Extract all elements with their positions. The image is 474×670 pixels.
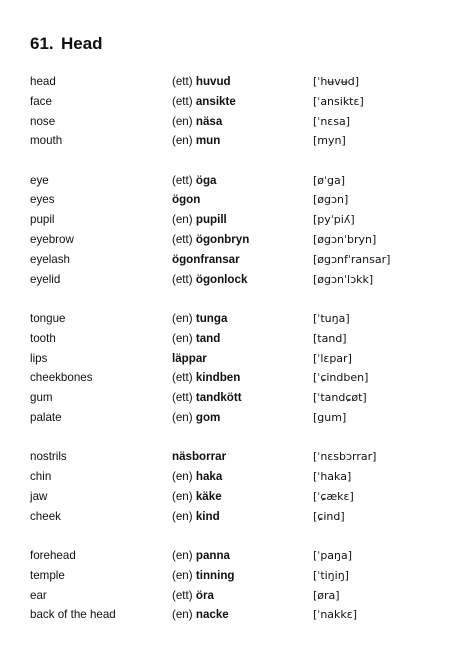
swedish-term	[172, 388, 242, 408]
vocabulary-row	[0, 72, 474, 92]
english-word: eyebrow	[30, 233, 74, 247]
article: (en)	[172, 331, 193, 345]
vocabulary-row	[0, 586, 474, 606]
vocabulary-row	[0, 250, 474, 270]
english-word: eye	[30, 173, 49, 187]
swedish-word: tunga	[195, 311, 228, 325]
pronunciation: [gum]	[313, 410, 347, 424]
article: (en)	[172, 410, 193, 424]
swedish-word: tinning	[195, 568, 235, 582]
vocabulary-row	[0, 230, 474, 250]
english-word: tooth	[30, 331, 56, 345]
pronunciation: [ˈɕindben]	[313, 371, 369, 385]
vocabulary-row	[0, 507, 474, 527]
pronunciation: [ɕind]	[313, 509, 345, 523]
swedish-word: ögon	[172, 193, 201, 207]
english-word: cheekbones	[30, 371, 93, 385]
vocabulary-row	[0, 487, 474, 507]
pronunciation: [ˈhʉvʉd]	[313, 75, 360, 88]
article: (en)	[172, 134, 193, 148]
swedish-term	[172, 566, 235, 586]
english-word: palate	[30, 410, 62, 424]
english-word: temple	[30, 568, 65, 582]
vocabulary-group	[0, 546, 474, 625]
swedish-term	[172, 467, 222, 487]
english-word: ear	[30, 588, 47, 602]
article: (ett)	[172, 371, 193, 385]
swedish-term	[172, 190, 200, 210]
vocabulary-row	[0, 171, 474, 191]
pronunciation: [øgɔn]	[313, 193, 349, 207]
vocabulary-row	[0, 447, 474, 467]
pronunciation: [ˈlɛpar]	[313, 351, 352, 365]
english-word: face	[30, 94, 52, 108]
swedish-term	[172, 112, 222, 132]
vocabulary-row	[0, 467, 474, 487]
english-word: chin	[30, 470, 52, 484]
article: (en)	[172, 509, 193, 523]
english-word: nostrils	[30, 450, 67, 464]
swedish-term	[172, 72, 231, 92]
swedish-term	[172, 171, 216, 191]
swedish-word: käke	[195, 489, 222, 503]
swedish-word: huvud	[195, 75, 231, 88]
pronunciation: [ˈpaŋa]	[313, 548, 353, 562]
chapter-number: 61.	[30, 34, 54, 53]
pronunciation: [ˈtiŋiŋ]	[313, 568, 349, 582]
english-word: jaw	[30, 489, 48, 503]
english-word: eyes	[30, 193, 55, 207]
article: (en)	[172, 470, 193, 484]
english-word: mouth	[30, 134, 63, 148]
swedish-term	[172, 546, 230, 566]
vocabulary-row	[0, 190, 474, 210]
vocabulary-row	[0, 605, 474, 625]
swedish-word: ögonbryn	[195, 233, 250, 247]
swedish-term	[172, 230, 249, 250]
vocabulary-row	[0, 131, 474, 151]
swedish-word: haka	[195, 470, 223, 484]
english-word: forehead	[30, 548, 76, 562]
swedish-term	[172, 210, 227, 230]
english-word: gum	[30, 391, 53, 405]
page-title	[30, 34, 103, 54]
article: (ett)	[172, 94, 193, 108]
pronunciation: [tand]	[313, 331, 347, 345]
english-word: eyelid	[30, 272, 61, 286]
swedish-word: näsa	[195, 114, 223, 128]
swedish-term	[172, 605, 229, 625]
pronunciation: [ˈansiktɛ]	[313, 94, 364, 108]
english-word: cheek	[30, 509, 61, 523]
swedish-word: tand	[195, 331, 221, 345]
swedish-word: läppar	[172, 351, 207, 365]
swedish-word: näsborrar	[172, 450, 227, 464]
article: (ett)	[172, 75, 193, 88]
swedish-word: ögonlock	[195, 272, 248, 286]
vocabulary-row	[0, 270, 474, 290]
pronunciation: [øgɔnfˈransar]	[313, 252, 391, 266]
article: (en)	[172, 548, 193, 562]
swedish-term	[172, 408, 220, 428]
swedish-term	[172, 507, 220, 527]
vocabulary-row	[0, 546, 474, 566]
pronunciation: [ˈnɛsa]	[313, 114, 350, 128]
vocabulary-row	[0, 112, 474, 132]
pronunciation: [øgɔnˈbryn]	[313, 233, 377, 247]
vocabulary-row	[0, 566, 474, 586]
vocabulary-row	[0, 329, 474, 349]
vocabulary-group	[0, 309, 474, 428]
swedish-term	[172, 586, 214, 606]
english-word: tongue	[30, 311, 66, 325]
vocabulary-row	[0, 408, 474, 428]
pronunciation: [ˈnɛsbɔrrar]	[313, 450, 377, 464]
vocabulary-row	[0, 368, 474, 388]
swedish-word: panna	[195, 548, 231, 562]
swedish-word: nacke	[195, 608, 229, 622]
pronunciation: [ˈɕækɛ]	[313, 489, 354, 503]
chapter-title: Head	[61, 34, 103, 53]
swedish-term	[172, 349, 207, 369]
swedish-term	[172, 368, 240, 388]
vocabulary-row	[0, 349, 474, 369]
pronunciation: [ˈhaka]	[313, 470, 352, 484]
swedish-word: ansikte	[195, 94, 236, 108]
swedish-term	[172, 270, 247, 290]
pronunciation: [øgɔnˈlɔkk]	[313, 272, 374, 286]
swedish-term	[172, 250, 240, 270]
swedish-term	[172, 309, 227, 329]
vocabulary-row	[0, 309, 474, 329]
pronunciation: [myn]	[313, 134, 346, 148]
article: (ett)	[172, 233, 193, 247]
article: (en)	[172, 114, 193, 128]
swedish-term	[172, 131, 220, 151]
pronunciation: [øra]	[313, 588, 340, 602]
pronunciation: [ˈtuŋa]	[313, 311, 350, 325]
article: (ett)	[172, 391, 193, 405]
vocabulary-group	[0, 171, 474, 290]
swedish-word: öga	[195, 173, 217, 187]
vocabulary-row	[0, 210, 474, 230]
swedish-term	[172, 92, 236, 112]
swedish-word: tandkött	[195, 391, 242, 405]
article: (en)	[172, 311, 193, 325]
swedish-word: ögonfransar	[172, 252, 240, 266]
pronunciation: [ˈnakkɛ]	[313, 608, 358, 622]
article: (en)	[172, 213, 193, 227]
english-word: back of the head	[30, 608, 116, 622]
article: (en)	[172, 568, 193, 582]
vocabulary-group	[0, 447, 474, 526]
swedish-word: kindben	[195, 371, 241, 385]
swedish-word: kind	[195, 509, 220, 523]
english-word: pupil	[30, 213, 55, 227]
vocabulary-row	[0, 388, 474, 408]
article: (en)	[172, 608, 193, 622]
english-word: lips	[30, 351, 48, 365]
swedish-word: mun	[195, 134, 221, 148]
english-word: nose	[30, 114, 56, 128]
vocabulary-row	[0, 92, 474, 112]
swedish-word: öra	[195, 588, 214, 602]
pronunciation: [pyˈpiʎ]	[313, 213, 355, 227]
pronunciation: [øˈga]	[313, 173, 346, 187]
article: (ett)	[172, 588, 193, 602]
swedish-term	[172, 487, 222, 507]
article: (ett)	[172, 272, 193, 286]
vocabulary-group	[0, 72, 474, 151]
swedish-term	[172, 329, 220, 349]
swedish-term	[172, 447, 226, 467]
pronunciation: [ˈtandɕøt]	[313, 391, 367, 405]
swedish-word: gom	[195, 410, 221, 424]
english-word: head	[30, 75, 56, 88]
article: (ett)	[172, 173, 193, 187]
swedish-word: pupill	[195, 213, 227, 227]
article: (en)	[172, 489, 193, 503]
english-word: eyelash	[30, 252, 70, 266]
vocabulary-list	[0, 72, 474, 645]
